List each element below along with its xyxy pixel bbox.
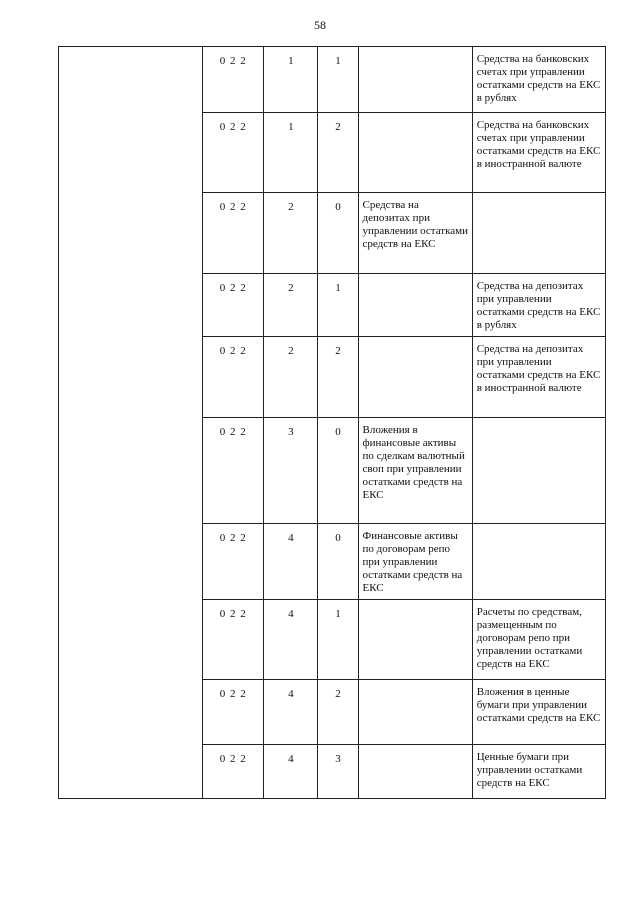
table-row [59, 47, 606, 113]
group-name-cell [358, 337, 472, 418]
subsection-cell: 2 [318, 680, 358, 745]
empty-left-column [59, 47, 203, 799]
code-cell: 0 2 2 [203, 113, 264, 193]
code-cell: 0 2 2 [203, 600, 264, 680]
group-name-cell [358, 680, 472, 745]
section-cell: 2 [264, 193, 318, 274]
code-cell: 0 2 2 [203, 745, 264, 799]
group-name-cell [358, 745, 472, 799]
section-cell: 3 [264, 418, 318, 524]
group-name-cell: Средства на депозитах при управлении остатками средств на ЕКС [358, 193, 472, 274]
subsection-cell: 0 [318, 524, 358, 600]
section-cell: 4 [264, 745, 318, 799]
subsection-cell: 1 [318, 274, 358, 337]
section-cell: 1 [264, 47, 318, 113]
subsection-cell: 1 [318, 47, 358, 113]
item-name-cell: Средства на банковских счетах при управлении остатками средств на ЕКС в рублях [472, 47, 605, 113]
accounts-table [58, 46, 606, 799]
item-name-cell [472, 193, 605, 274]
group-name-cell: Финансовые активы по договорам репо при управлении остатками средств на ЕКС [358, 524, 472, 600]
item-name-cell: Средства на депозитах при управлении остатками средств на ЕКС в рублях [472, 274, 605, 337]
page-number: 58 [314, 18, 326, 32]
subsection-cell: 2 [318, 113, 358, 193]
item-name-cell: Средства на депозитах при управлении остатками средств на ЕКС в иностранной валюте [472, 337, 605, 418]
group-name-cell [358, 600, 472, 680]
section-cell: 1 [264, 113, 318, 193]
code-cell: 0 2 2 [203, 337, 264, 418]
group-name-cell [358, 47, 472, 113]
code-cell: 0 2 2 [203, 680, 264, 745]
section-cell: 4 [264, 524, 318, 600]
code-cell: 0 2 2 [203, 524, 264, 600]
item-name-cell: Средства на банковских счетах при управлении остатками средств на ЕКС в иностранной валюте [472, 113, 605, 193]
section-cell: 4 [264, 600, 318, 680]
group-name-cell: Вложения в финансовые активы по сделкам валютный своп при управлении остатками средств на ЕКС [358, 418, 472, 524]
code-cell: 0 2 2 [203, 193, 264, 274]
subsection-cell: 3 [318, 745, 358, 799]
section-cell: 2 [264, 274, 318, 337]
subsection-cell: 2 [318, 337, 358, 418]
group-name-cell [358, 274, 472, 337]
item-name-cell: Ценные бумаги при управлении остатками средств на ЕКС [472, 745, 605, 799]
code-cell: 0 2 2 [203, 418, 264, 524]
group-name-cell [358, 113, 472, 193]
item-name-cell [472, 524, 605, 600]
subsection-cell: 1 [318, 600, 358, 680]
code-cell: 0 2 2 [203, 47, 264, 113]
section-cell: 2 [264, 337, 318, 418]
item-name-cell: Вложения в ценные бумаги при управлении остатками средств на ЕКС [472, 680, 605, 745]
section-cell: 4 [264, 680, 318, 745]
subsection-cell: 0 [318, 193, 358, 274]
item-name-cell [472, 418, 605, 524]
item-name-cell: Расчеты по средствам, размещенным по договорам репо при управлении остатками средств на ЕКС [472, 600, 605, 680]
code-cell: 0 2 2 [203, 274, 264, 337]
subsection-cell: 0 [318, 418, 358, 524]
